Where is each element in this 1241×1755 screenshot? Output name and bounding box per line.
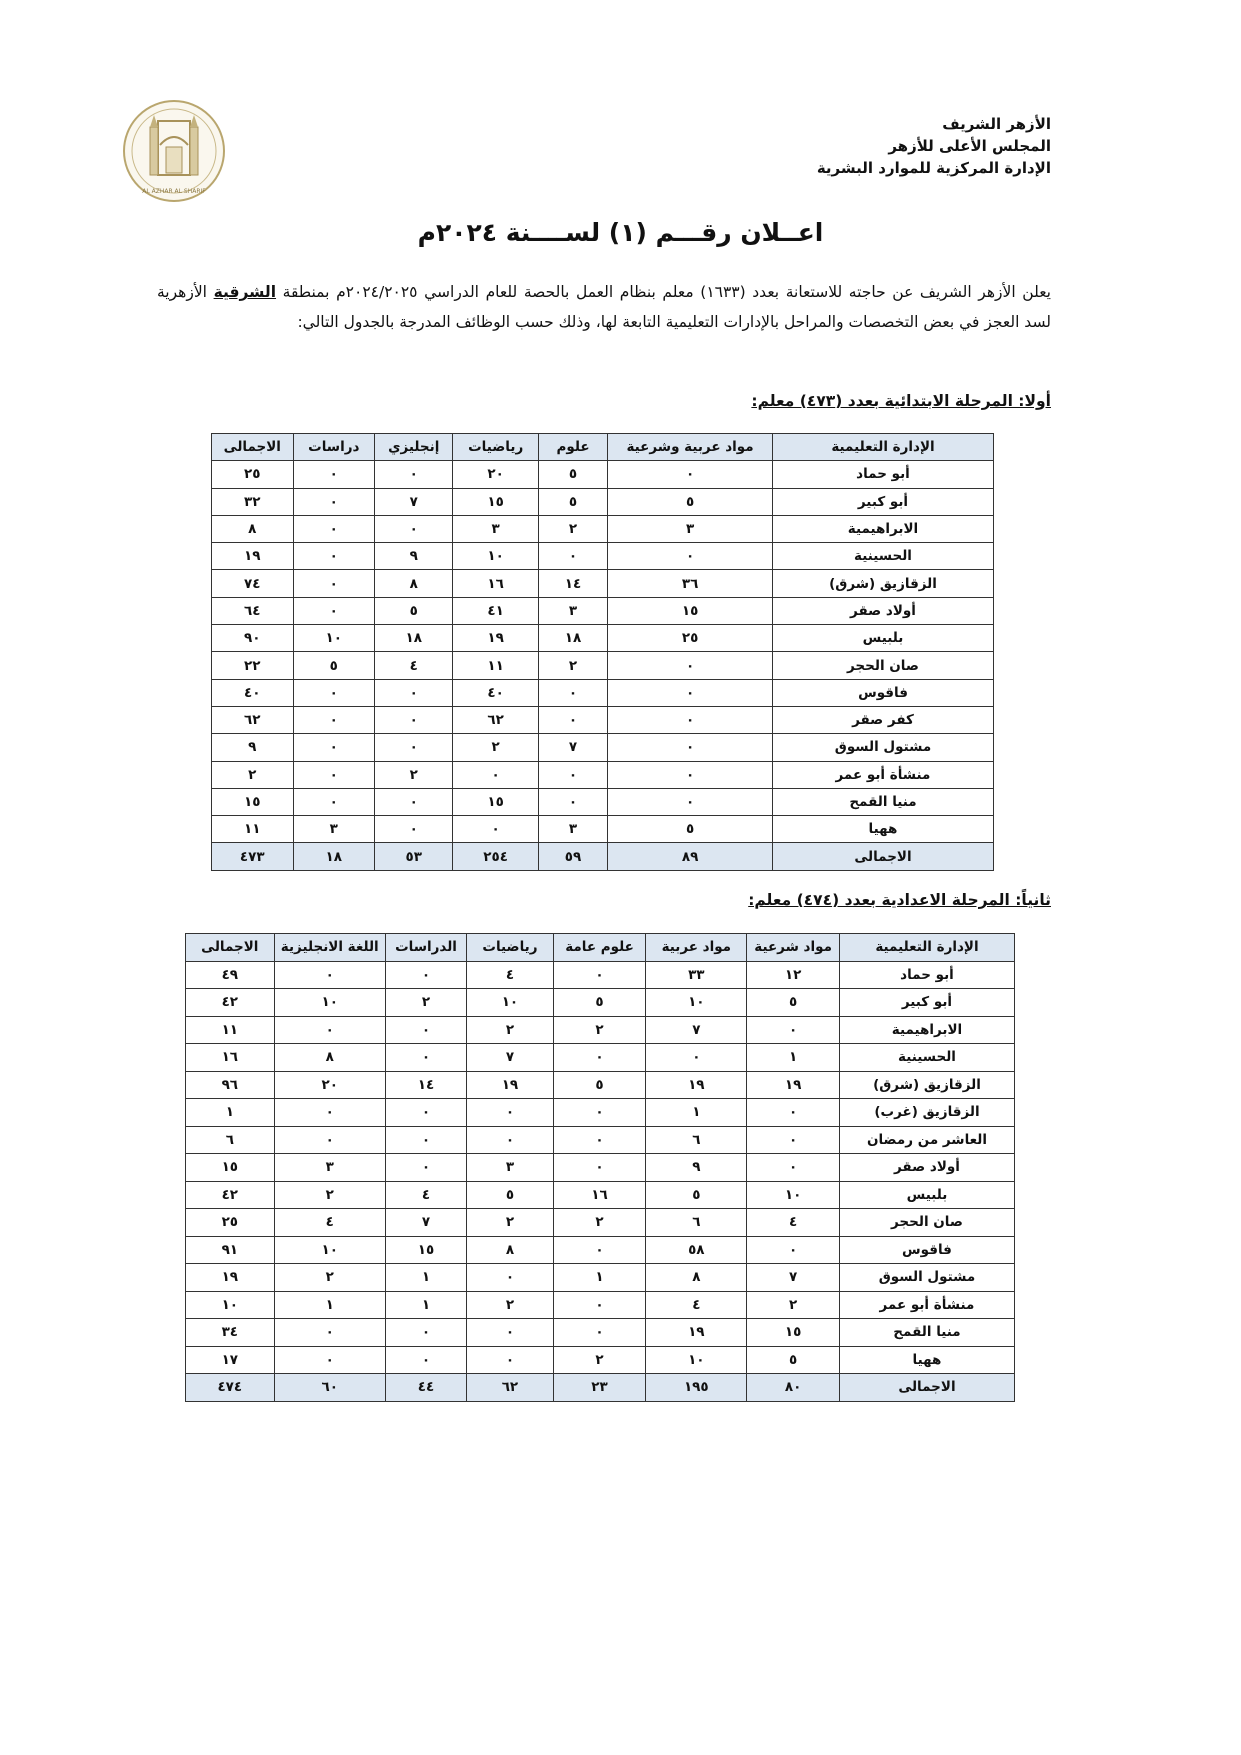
column-header: علوم عامة	[553, 934, 646, 962]
value-cell: ٠	[608, 706, 773, 733]
value-cell: ٩	[646, 1154, 747, 1182]
value-cell: ٢	[274, 1181, 385, 1209]
value-cell: ٠	[646, 1044, 747, 1072]
value-cell: ١٠	[646, 989, 747, 1017]
value-cell: ٤	[375, 652, 453, 679]
value-cell: ٠	[467, 1126, 554, 1154]
value-cell: ١	[274, 1291, 385, 1319]
value-cell: ٥	[375, 597, 453, 624]
value-cell: ١٠	[646, 1346, 747, 1374]
value-cell: ٢٥	[212, 461, 294, 488]
total-label-cell: الاجمالى	[772, 843, 993, 870]
preparatory-stage-table	[185, 933, 1015, 1402]
value-cell: ٩	[212, 734, 294, 761]
value-cell: ٩	[375, 543, 453, 570]
value-cell: ٥	[608, 488, 773, 515]
value-cell: ٢	[747, 1291, 840, 1319]
value-cell: ٠	[375, 734, 453, 761]
value-cell: ٠	[375, 788, 453, 815]
value-cell: ٤٠	[453, 679, 538, 706]
value-cell: ٠	[467, 1099, 554, 1127]
value-cell: ٠	[375, 706, 453, 733]
header-line-2: المجلس الأعلى للأزهر	[888, 137, 1051, 155]
value-cell: ٦	[186, 1126, 275, 1154]
value-cell: ٠	[274, 1099, 385, 1127]
column-header: الإدارة التعليمية	[839, 934, 1014, 962]
value-cell: ٨	[375, 570, 453, 597]
value-cell: ٥	[538, 488, 607, 515]
value-cell: ٥	[538, 461, 607, 488]
row-label-cell: فاقوس	[772, 679, 993, 706]
column-header: الاجمالى	[186, 934, 275, 962]
row-label-cell: الزقازيق (شرق)	[772, 570, 993, 597]
value-cell: ٠	[274, 1126, 385, 1154]
table-row	[186, 1319, 1015, 1347]
row-label-cell: الحسينية	[839, 1044, 1014, 1072]
table-row	[186, 1236, 1015, 1264]
total-value-cell: ٤٤	[385, 1374, 466, 1402]
value-cell: ١	[553, 1264, 646, 1292]
value-cell: ٠	[385, 1346, 466, 1374]
row-label-cell: مشتول السوق	[839, 1264, 1014, 1292]
value-cell: ٥	[608, 816, 773, 843]
value-cell: ٠	[747, 1236, 840, 1264]
value-cell: ٤	[747, 1209, 840, 1237]
table-row	[212, 625, 994, 652]
value-cell: ٤	[274, 1209, 385, 1237]
value-cell: ٠	[385, 1016, 466, 1044]
value-cell: ٠	[274, 1346, 385, 1374]
value-cell: ٣	[274, 1154, 385, 1182]
table-row	[212, 788, 994, 815]
table-row	[212, 734, 994, 761]
value-cell: ٠	[385, 961, 466, 989]
table-row	[186, 961, 1015, 989]
value-cell: ٠	[538, 679, 607, 706]
table-row	[186, 1181, 1015, 1209]
row-label-cell: العاشر من رمضان	[839, 1126, 1014, 1154]
value-cell: ١١	[453, 652, 538, 679]
value-cell: ٧	[538, 734, 607, 761]
value-cell: ١٥	[212, 788, 294, 815]
value-cell: ٠	[375, 679, 453, 706]
value-cell: ٠	[385, 1044, 466, 1072]
value-cell: ١٤	[538, 570, 607, 597]
table-row	[186, 1099, 1015, 1127]
value-cell: ٠	[553, 1319, 646, 1347]
azhar-seal-icon	[120, 95, 228, 207]
column-header: مواد عربية	[646, 934, 747, 962]
row-label-cell: أبو كبير	[772, 488, 993, 515]
value-cell: ٥٨	[646, 1236, 747, 1264]
table-row	[186, 1209, 1015, 1237]
column-header: دراسات	[293, 434, 374, 461]
value-cell: ١٦	[553, 1181, 646, 1209]
value-cell: ٨	[274, 1044, 385, 1072]
value-cell: ٢٥	[608, 625, 773, 652]
value-cell: ٠	[293, 788, 374, 815]
value-cell: ٠	[608, 543, 773, 570]
value-cell: ١٠	[747, 1181, 840, 1209]
row-label-cell: مشتول السوق	[772, 734, 993, 761]
value-cell: ٠	[553, 1291, 646, 1319]
value-cell: ٠	[538, 706, 607, 733]
value-cell: ١٥	[186, 1154, 275, 1182]
value-cell: ٠	[608, 679, 773, 706]
value-cell: ٣	[467, 1154, 554, 1182]
row-label-cell: كفر صقر	[772, 706, 993, 733]
value-cell: ١	[646, 1099, 747, 1127]
row-label-cell: منشأة أبو عمر	[772, 761, 993, 788]
column-header: علوم	[538, 434, 607, 461]
value-cell: ٠	[608, 652, 773, 679]
value-cell: ٠	[608, 788, 773, 815]
value-cell: ١٥	[608, 597, 773, 624]
column-header: اللغة الانجليزية	[274, 934, 385, 962]
value-cell: ٦	[646, 1126, 747, 1154]
value-cell: ١٦	[186, 1044, 275, 1072]
total-value-cell: ١٨	[293, 843, 374, 870]
value-cell: ٣٤	[186, 1319, 275, 1347]
value-cell: ١	[747, 1044, 840, 1072]
value-cell: ١٧	[186, 1346, 275, 1374]
value-cell: ٧	[375, 488, 453, 515]
column-header: الإدارة التعليمية	[772, 434, 993, 461]
value-cell: ٢٢	[212, 652, 294, 679]
value-cell: ٥	[553, 989, 646, 1017]
table-row	[186, 1126, 1015, 1154]
value-cell: ٠	[293, 515, 374, 542]
value-cell: ٤٢	[186, 989, 275, 1017]
intro-text-2: الأزهرية لسد العجز في بعض التخصصات والمراحل بالإدارات التعليمية التابعة لها، وذلك حسب الوظائف المدرجة بالجدول التالي:	[157, 283, 1051, 331]
total-value-cell: ٤٧٣	[212, 843, 294, 870]
value-cell: ٩٦	[186, 1071, 275, 1099]
value-cell: ٥	[747, 989, 840, 1017]
value-cell: ٠	[608, 761, 773, 788]
table-row	[212, 706, 994, 733]
value-cell: ٠	[293, 543, 374, 570]
value-cell: ٩١	[186, 1236, 275, 1264]
value-cell: ٠	[747, 1016, 840, 1044]
value-cell: ١٠	[274, 1236, 385, 1264]
value-cell: ١٠	[467, 989, 554, 1017]
value-cell: ٧٤	[212, 570, 294, 597]
value-cell: ٢	[553, 1346, 646, 1374]
value-cell: ٣	[608, 515, 773, 542]
header-line-1: الأزهر الشريف	[942, 115, 1051, 133]
value-cell: ٠	[467, 1346, 554, 1374]
row-label-cell: الابراهيمية	[772, 515, 993, 542]
value-cell: ٣	[538, 816, 607, 843]
row-label-cell: صان الحجر	[772, 652, 993, 679]
total-value-cell: ٨٠	[747, 1374, 840, 1402]
total-row	[186, 1374, 1015, 1402]
value-cell: ٣٣	[646, 961, 747, 989]
table-row	[212, 761, 994, 788]
row-label-cell: منيا القمح	[839, 1319, 1014, 1347]
table-row	[212, 816, 994, 843]
row-label-cell: فاقوس	[839, 1236, 1014, 1264]
value-cell: ٠	[747, 1154, 840, 1182]
value-cell: ١١	[186, 1016, 275, 1044]
section-preparatory-title: ثانياً: المرحلة الاعدادية بعدد (٤٧٤) معلم:	[748, 891, 1051, 909]
value-cell: ٠	[385, 1319, 466, 1347]
value-cell: ٤٢	[186, 1181, 275, 1209]
value-cell: ٢	[553, 1016, 646, 1044]
row-label-cell: ههيا	[772, 816, 993, 843]
value-cell: ٢٠	[274, 1071, 385, 1099]
value-cell: ٩٠	[212, 625, 294, 652]
table-row	[212, 597, 994, 624]
value-cell: ١٩	[467, 1071, 554, 1099]
table-row	[212, 461, 994, 488]
value-cell: ٠	[375, 816, 453, 843]
total-value-cell: ٢٣	[553, 1374, 646, 1402]
value-cell: ٠	[538, 761, 607, 788]
value-cell: ٠	[747, 1099, 840, 1127]
value-cell: ١	[186, 1099, 275, 1127]
row-label-cell: منشأة أبو عمر	[839, 1291, 1014, 1319]
row-label-cell: بلبيس	[839, 1181, 1014, 1209]
primary-stage-table	[211, 433, 994, 871]
total-value-cell: ٨٩	[608, 843, 773, 870]
value-cell: ٠	[385, 1154, 466, 1182]
value-cell: ٥	[467, 1181, 554, 1209]
value-cell: ١١	[212, 816, 294, 843]
value-cell: ٠	[293, 734, 374, 761]
value-cell: ١٠	[186, 1291, 275, 1319]
value-cell: ٢٥	[186, 1209, 275, 1237]
intro-paragraph	[157, 277, 1051, 337]
value-cell: ٠	[453, 816, 538, 843]
value-cell: ٣٢	[212, 488, 294, 515]
value-cell: ٠	[467, 1264, 554, 1292]
value-cell: ١٥	[453, 488, 538, 515]
value-cell: ٠	[553, 1126, 646, 1154]
value-cell: ٠	[293, 570, 374, 597]
value-cell: ٨	[646, 1264, 747, 1292]
column-header: الاجمالى	[212, 434, 294, 461]
value-cell: ٧	[747, 1264, 840, 1292]
value-cell: ٠	[608, 734, 773, 761]
table-row	[186, 1016, 1015, 1044]
value-cell: ٤	[646, 1291, 747, 1319]
table-row	[212, 543, 994, 570]
table-row	[212, 515, 994, 542]
row-label-cell: الابراهيمية	[839, 1016, 1014, 1044]
value-cell: ٠	[293, 488, 374, 515]
value-cell: ٣	[538, 597, 607, 624]
value-cell: ٠	[385, 1099, 466, 1127]
value-cell: ٤	[467, 961, 554, 989]
value-cell: ٢٠	[453, 461, 538, 488]
value-cell: ٠	[553, 1099, 646, 1127]
value-cell: ٢	[212, 761, 294, 788]
value-cell: ٢	[375, 761, 453, 788]
value-cell: ٤٠	[212, 679, 294, 706]
value-cell: ٠	[467, 1319, 554, 1347]
value-cell: ٦٢	[453, 706, 538, 733]
value-cell: ٠	[608, 461, 773, 488]
value-cell: ١٢	[747, 961, 840, 989]
total-value-cell: ٦٠	[274, 1374, 385, 1402]
value-cell: ٢	[467, 1291, 554, 1319]
value-cell: ٧	[467, 1044, 554, 1072]
row-label-cell: أبو حماد	[772, 461, 993, 488]
value-cell: ٣	[293, 816, 374, 843]
value-cell: ٢	[467, 1209, 554, 1237]
value-cell: ١	[385, 1264, 466, 1292]
column-header: مواد شرعية	[747, 934, 840, 962]
total-value-cell: ٦٢	[467, 1374, 554, 1402]
section-primary-title: أولا: المرحلة الابتدائية بعدد (٤٧٣) معلم:	[751, 392, 1051, 410]
value-cell: ١٠	[293, 625, 374, 652]
row-label-cell: منيا القمح	[772, 788, 993, 815]
intro-text-1: يعلن الأزهر الشريف عن حاجته للاستعانة بعدد (١٦٣٣) معلم بنظام العمل بالحصة للعام الدراسي ٢٠٢٤/٢٠٢٥م بمنطقة	[276, 283, 1051, 301]
table-row	[212, 652, 994, 679]
column-header: إنجليزي	[375, 434, 453, 461]
value-cell: ٠	[553, 1044, 646, 1072]
value-cell: ١٤	[385, 1071, 466, 1099]
value-cell: ٢	[274, 1264, 385, 1292]
total-value-cell: ٥٣	[375, 843, 453, 870]
value-cell: ٣٦	[608, 570, 773, 597]
value-cell: ٠	[293, 679, 374, 706]
intro-region-highlight: الشرقية	[213, 283, 277, 301]
value-cell: ١٩	[646, 1319, 747, 1347]
table-row	[212, 570, 994, 597]
value-cell: ٠	[274, 961, 385, 989]
value-cell: ٦	[646, 1209, 747, 1237]
value-cell: ٠	[385, 1126, 466, 1154]
row-label-cell: الحسينية	[772, 543, 993, 570]
table-row	[186, 1346, 1015, 1374]
value-cell: ٠	[375, 515, 453, 542]
column-header: مواد عربية وشرعية	[608, 434, 773, 461]
row-label-cell: أولاد صقر	[839, 1154, 1014, 1182]
svg-text:AL AZHAR AL SHARIF: AL AZHAR AL SHARIF	[142, 188, 206, 195]
row-label-cell: الزقازيق (غرب)	[839, 1099, 1014, 1127]
value-cell: ١٩	[212, 543, 294, 570]
value-cell: ٠	[293, 761, 374, 788]
value-cell: ٤٩	[186, 961, 275, 989]
org-header	[817, 113, 1051, 179]
row-label-cell: أبو حماد	[839, 961, 1014, 989]
total-value-cell: ١٩٥	[646, 1374, 747, 1402]
value-cell: ٠	[293, 706, 374, 733]
value-cell: ٢	[553, 1209, 646, 1237]
value-cell: ١٠	[274, 989, 385, 1017]
value-cell: ٥	[553, 1071, 646, 1099]
value-cell: ٠	[375, 461, 453, 488]
row-label-cell: بلبيس	[772, 625, 993, 652]
value-cell: ١٥	[453, 788, 538, 815]
value-cell: ٥	[747, 1346, 840, 1374]
value-cell: ٨	[212, 515, 294, 542]
value-cell: ٠	[747, 1126, 840, 1154]
row-label-cell: أولاد صقر	[772, 597, 993, 624]
table-row	[186, 1071, 1015, 1099]
value-cell: ٥	[646, 1181, 747, 1209]
value-cell: ٠	[553, 961, 646, 989]
header-line-3: الإدارة المركزية للموارد البشرية	[816, 159, 1051, 177]
table-row	[212, 488, 994, 515]
value-cell: ٦٤	[212, 597, 294, 624]
value-cell: ١٦	[453, 570, 538, 597]
value-cell: ١٩	[453, 625, 538, 652]
value-cell: ٣	[453, 515, 538, 542]
announcement-title: اعــلان رقـــم (١) لســــنة ٢٠٢٤م	[417, 218, 824, 247]
value-cell: ٢	[538, 515, 607, 542]
value-cell: ٠	[293, 461, 374, 488]
value-cell: ٢	[538, 652, 607, 679]
value-cell: ٢	[385, 989, 466, 1017]
row-label-cell: أبو كبير	[839, 989, 1014, 1017]
value-cell: ٠	[274, 1319, 385, 1347]
value-cell: ٤١	[453, 597, 538, 624]
row-label-cell: الزقازيق (شرق)	[839, 1071, 1014, 1099]
value-cell: ١٥	[385, 1236, 466, 1264]
value-cell: ٠	[453, 761, 538, 788]
value-cell: ١٩	[646, 1071, 747, 1099]
row-label-cell: ههيا	[839, 1346, 1014, 1374]
value-cell: ٨	[467, 1236, 554, 1264]
table-row	[186, 989, 1015, 1017]
table-row	[186, 1291, 1015, 1319]
value-cell: ١٩	[186, 1264, 275, 1292]
value-cell: ٢	[467, 1016, 554, 1044]
value-cell: ١٠	[453, 543, 538, 570]
row-label-cell: صان الحجر	[839, 1209, 1014, 1237]
table-row	[186, 1154, 1015, 1182]
value-cell: ١٩	[747, 1071, 840, 1099]
value-cell: ١	[385, 1291, 466, 1319]
value-cell: ٧	[385, 1209, 466, 1237]
value-cell: ٥	[293, 652, 374, 679]
table-row	[212, 679, 994, 706]
total-value-cell: ٢٥٤	[453, 843, 538, 870]
value-cell: ٦٢	[212, 706, 294, 733]
value-cell: ٠	[553, 1236, 646, 1264]
value-cell: ٠	[293, 597, 374, 624]
total-label-cell: الاجمالى	[839, 1374, 1014, 1402]
column-header: الدراسات	[385, 934, 466, 962]
value-cell: ١٨	[538, 625, 607, 652]
total-row	[212, 843, 994, 870]
value-cell: ٠	[538, 543, 607, 570]
value-cell: ٠	[274, 1016, 385, 1044]
total-value-cell: ٤٧٤	[186, 1374, 275, 1402]
total-value-cell: ٥٩	[538, 843, 607, 870]
table-row	[186, 1264, 1015, 1292]
value-cell: ١٨	[375, 625, 453, 652]
column-header: رياضيات	[453, 434, 538, 461]
table-row	[186, 1044, 1015, 1072]
value-cell: ٧	[646, 1016, 747, 1044]
value-cell: ٢	[453, 734, 538, 761]
value-cell: ٤	[385, 1181, 466, 1209]
column-header: رياضيات	[467, 934, 554, 962]
value-cell: ٠	[553, 1154, 646, 1182]
value-cell: ١٥	[747, 1319, 840, 1347]
value-cell: ٠	[538, 788, 607, 815]
